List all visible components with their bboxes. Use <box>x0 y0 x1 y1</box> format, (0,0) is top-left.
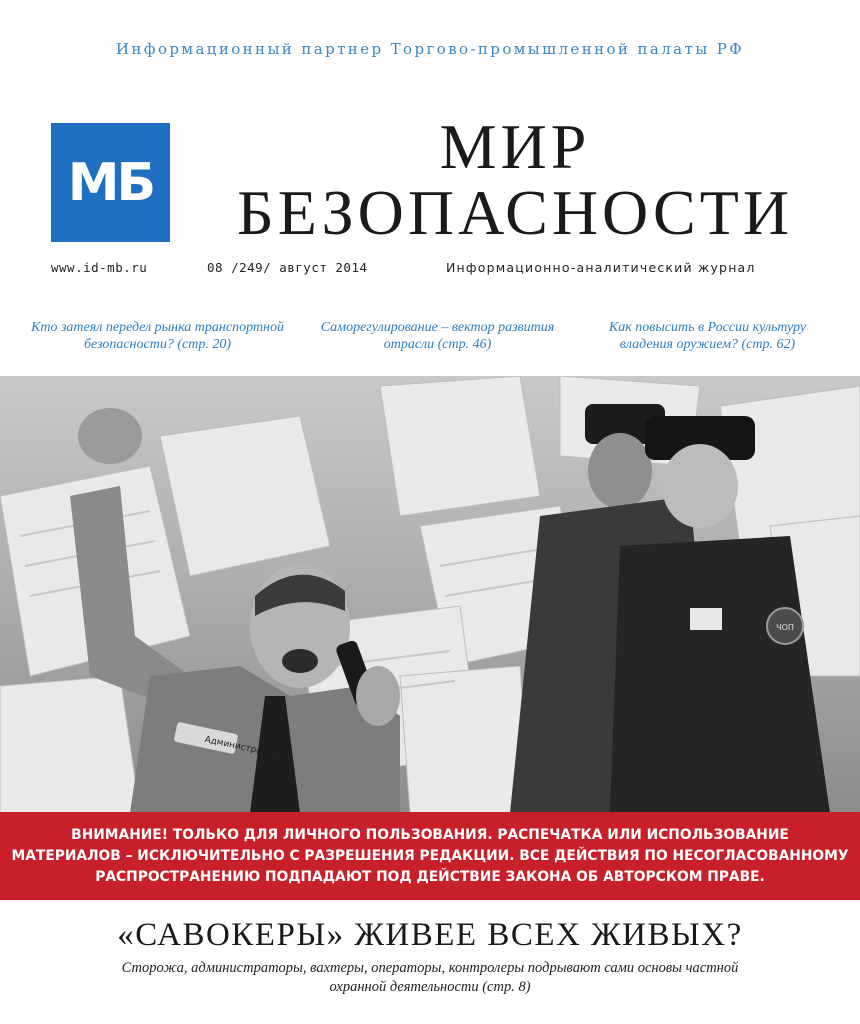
banner-line-1: ВНИМАНИЕ! ТОЛЬКО ДЛЯ ЛИЧНОГО ПОЛЬЗОВАНИЯ. РАСПЕЧАТКА ИЛИ ИСПОЛЬЗОВАНИЕ <box>71 826 789 843</box>
admin-badge-text: Администратор <box>203 734 279 761</box>
title-line-2: БЕЗОПАСНОСТИ <box>236 177 794 248</box>
teaser-transport-security <box>25 319 290 353</box>
title-line-1: МИР <box>439 111 591 182</box>
subhead-line-2: охранной деятельности (стр. 8) <box>329 979 531 995</box>
teaser-line: владения оружием? (стр. 62) <box>619 337 796 352</box>
cover-story-subhead <box>60 959 800 997</box>
teaser-line: отрасли (стр. 46) <box>383 337 492 352</box>
teaser-line: безопасности? (стр. 20) <box>84 337 231 352</box>
cover-story-headline: «САВОКЕРЫ» ЖИВЕЕ ВСЕХ ЖИВЫХ? <box>117 917 743 953</box>
teaser-weapon-culture <box>590 319 825 353</box>
banner-line-3: РАСПРОСТРАНЕНИЮ ПОДПАДАЮТ ПОД ДЕЙСТВИЕ ЗАКОНА ОБ АВТОРСКОМ ПРАВЕ. <box>95 868 765 885</box>
teaser-line: Как повысить в России культуру <box>608 320 807 335</box>
website-url[interactable]: www.id-mb.ru <box>51 260 148 275</box>
partner-line: Информационный партнер Торгово-промышленной палаты РФ <box>115 40 745 58</box>
banner-line-2: МАТЕРИАЛОВ – ИСКЛЮЧИТЕЛЬНО С РАЗРЕШЕНИЯ РЕДАКЦИИ. ВСЕ ДЕЙСТВИЯ ПО НЕСОГЛАСОВАННОМУ <box>11 847 849 864</box>
copyright-warning-banner <box>0 812 860 900</box>
cover-photo-illustration <box>0 376 860 813</box>
cover-photo <box>0 376 860 813</box>
mb-logo: МБ <box>51 123 170 242</box>
teaser-line: Саморегулирование – вектор развития <box>320 320 555 335</box>
issue-info: 08 /249/ август 2014 <box>207 260 368 275</box>
journal-type: Информационно-аналитический журнал <box>446 260 756 275</box>
magazine-title <box>205 111 825 248</box>
chop-patch-text: ЧОП <box>776 623 794 632</box>
teaser-line: Кто затеял передел рынка транспортной <box>31 320 284 335</box>
teaser-self-regulation <box>300 319 575 353</box>
subhead-line-1: Сторожа, администраторы, вахтеры, операторы, контролеры подрывают сами основы частной <box>121 960 739 976</box>
